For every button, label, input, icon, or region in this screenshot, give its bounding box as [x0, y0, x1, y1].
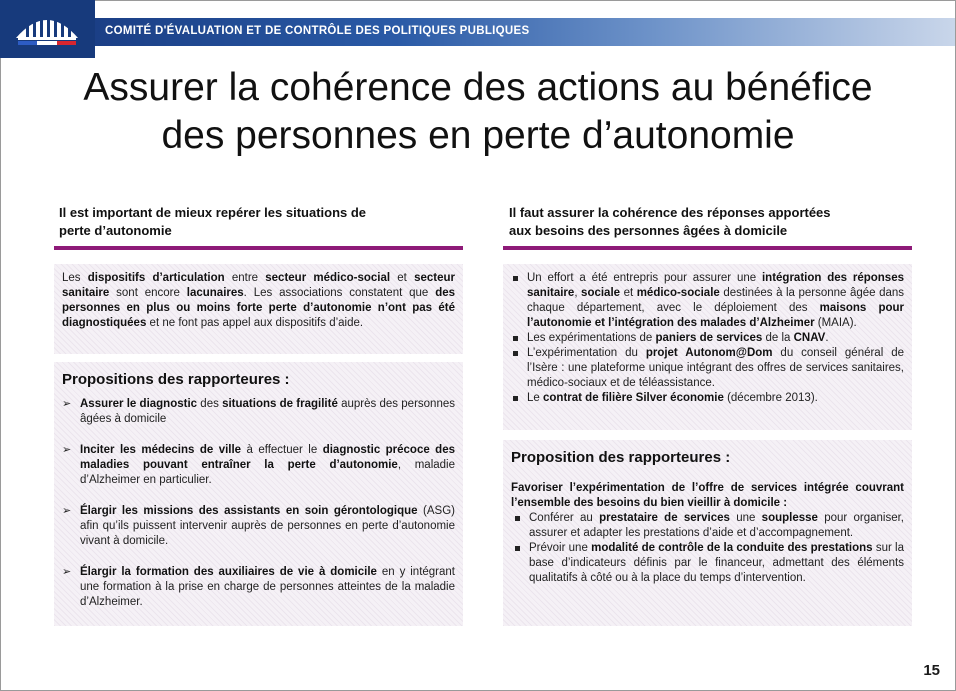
page-number: 15 — [923, 662, 940, 679]
left-proposals-list — [62, 397, 455, 610]
emphasis-text: projet Autonom@Dom — [645, 347, 773, 359]
list-item — [511, 271, 904, 331]
emphasis-text: modalité de contrôle de la conduite des prestations — [591, 542, 873, 554]
committee-name: COMITÉ D'ÉVALUATION ET DE CONTRÔLE DES POLITIQUES PUBLIQUES — [105, 25, 530, 37]
emphasis-text: Élargir les missions des assistants en soin gérontologique — [80, 505, 418, 517]
arrow-bullet-icon: ➢ — [62, 398, 72, 410]
arrow-bullet-icon: ➢ — [62, 505, 72, 517]
emphasis-text: contrat de filière Silver économie — [543, 392, 724, 404]
text-run: et — [390, 272, 415, 284]
emphasis-text: Assurer le diagnostic — [80, 398, 198, 410]
text-run: (ASG) afin qu’ils puissent intervenir auprès de personnes en perte d’autonomie vivant à domicile. — [80, 505, 456, 547]
title-line-2: des personnes en perte d’autonomie — [161, 114, 795, 157]
square-bullet-icon — [513, 276, 518, 281]
square-bullet-icon — [513, 351, 518, 356]
right-heading — [509, 204, 909, 240]
text-run: Le — [527, 392, 543, 404]
left-intro-text — [62, 271, 455, 331]
left-heading-rule — [54, 246, 463, 250]
emphasis-text: situations de fragilité — [222, 398, 338, 410]
list-item-text — [80, 398, 455, 425]
arrow-bullet-icon: ➢ — [62, 566, 72, 578]
logo — [0, 0, 95, 58]
emphasis-text: paniers de services — [655, 332, 763, 344]
emphasis-text: maisons pour l’autonomie et l’intégration des malades d’Alzheimer — [527, 302, 904, 329]
list-item — [511, 331, 904, 346]
list-item-text — [80, 505, 455, 547]
header-bar — [95, 18, 955, 46]
title-line-1: Assurer la cohérence des actions au bénéfice — [83, 66, 873, 109]
list-item-text — [527, 272, 904, 329]
list-item-text — [527, 332, 829, 344]
text-run: . Les associations constatent que — [243, 287, 436, 299]
left-heading-line-1: Il est important de mieux repérer les situations de — [59, 205, 367, 220]
right-proposal-title: Proposition des rapporteures : — [511, 449, 731, 466]
emphasis-text: CNAV — [793, 332, 826, 344]
square-bullet-icon — [515, 516, 520, 521]
list-item-text — [529, 512, 904, 539]
text-run: sont encore — [109, 287, 187, 299]
emphasis-text: dispositifs d’articulation — [87, 272, 225, 284]
right-proposal-items — [511, 511, 904, 586]
text-run: , — [574, 287, 582, 299]
emphasis-text: diagnostic précoce des maladies pouvant entraîner la perte d’autonomie — [80, 444, 455, 471]
text-run: (décembre 2013). — [723, 392, 818, 404]
list-item — [62, 565, 455, 610]
left-intro-box — [54, 264, 463, 354]
right-bullets-box — [503, 264, 912, 430]
square-bullet-icon — [515, 546, 520, 551]
right-heading-line-2: aux besoins des personnes âgées à domicile — [509, 223, 788, 238]
emphasis-text: des personnes en plus ou moins forte perte d’autonomie n’ont pas été diagnostiquées — [62, 287, 456, 329]
emphasis-text: sociale — [581, 287, 621, 299]
list-item — [62, 504, 455, 549]
emphasis-text: secteur sanitaire — [62, 272, 455, 299]
left-heading — [59, 204, 459, 240]
list-item — [511, 346, 904, 391]
assemblee-nationale-logo-icon — [12, 8, 82, 50]
right-proposal-box — [503, 440, 912, 626]
text-run: Les expérimentations de — [527, 332, 656, 344]
emphasis-text: souplesse — [761, 512, 818, 524]
right-bullets-list — [511, 271, 904, 406]
emphasis-text: Élargir la formation des auxiliaires de vie à domicile — [80, 566, 377, 578]
emphasis-text: intégration des réponses sanitaire — [527, 272, 904, 299]
list-item-text — [527, 392, 818, 404]
text-run: auprès des personnes âgées à domicile — [80, 398, 455, 425]
emphasis-text: secteur médico-social — [265, 272, 391, 284]
text-run: de la — [762, 332, 794, 344]
text-run: Prévoir une — [529, 542, 592, 554]
left-heading-line-2: perte d’autonomie — [59, 223, 172, 238]
slide-title — [0, 64, 956, 160]
right-heading-rule — [503, 246, 912, 250]
text-run: pour organiser, assurer et adapter les prestations d’aide et d’accompagnement. — [529, 512, 904, 539]
emphasis-text: médico-sociale — [636, 287, 720, 299]
square-bullet-icon — [513, 336, 518, 341]
text-run: . — [825, 332, 829, 344]
text-run: , maladie d’Alzheimer en particulier. — [80, 459, 455, 486]
text-run: des — [197, 398, 223, 410]
list-item — [511, 541, 904, 586]
square-bullet-icon — [513, 396, 518, 401]
emphasis-text: lacunaires — [186, 287, 244, 299]
text-run: Conférer au — [529, 512, 600, 524]
text-run: du conseil général de l’Isère : une plateforme unique intégrant des offres de services sanitaires, médico-sociaux et de téléassistance. — [527, 347, 904, 389]
text-run: et — [620, 287, 637, 299]
arrow-bullet-icon: ➢ — [62, 444, 72, 456]
emphasis-text: prestataire de services — [599, 512, 730, 524]
text-run: destinées à la personne âgée dans chaque département, avec le déploiement des — [527, 287, 905, 314]
list-item — [511, 511, 904, 541]
text-run: Un effort a été entrepris pour assurer une — [527, 272, 762, 284]
text-run: une — [729, 512, 762, 524]
list-item-text — [80, 444, 455, 486]
list-item — [62, 443, 455, 488]
emphasis-text: Inciter les médecins de ville — [80, 444, 242, 456]
list-item-text — [80, 566, 455, 608]
text-run: sur la base d’indicateurs définis par le financeur, admettant des éléments qualitatifs à côté ou à la place du temps d’intervention. — [529, 542, 904, 584]
text-run: en y intégrant une formation à la prise en charge de personnes atteintes de la maladie d’Alzheimer. — [80, 566, 455, 608]
list-item — [511, 391, 904, 406]
text-run: (MAIA). — [814, 317, 857, 329]
text-run: et ne font pas appel aux dispositifs d’aide. — [146, 317, 364, 329]
list-item-text — [529, 542, 904, 584]
right-heading-line-1: Il faut assurer la cohérence des réponses apportées — [509, 205, 831, 220]
list-item-text — [527, 347, 904, 389]
text-run: L’expérimentation du — [527, 347, 646, 359]
left-proposals-box — [54, 362, 463, 626]
text-run: à effectuer le — [241, 444, 323, 456]
right-proposal-intro: Favoriser l’expérimentation de l’offre de services intégrée couvrant l’ensemble des besoins du bien vieillir à domicile : — [511, 482, 904, 509]
list-item — [62, 397, 455, 427]
left-proposals-title: Propositions des rapporteures : — [62, 371, 290, 388]
text-run: entre — [224, 272, 266, 284]
text-run: Les — [62, 272, 88, 284]
